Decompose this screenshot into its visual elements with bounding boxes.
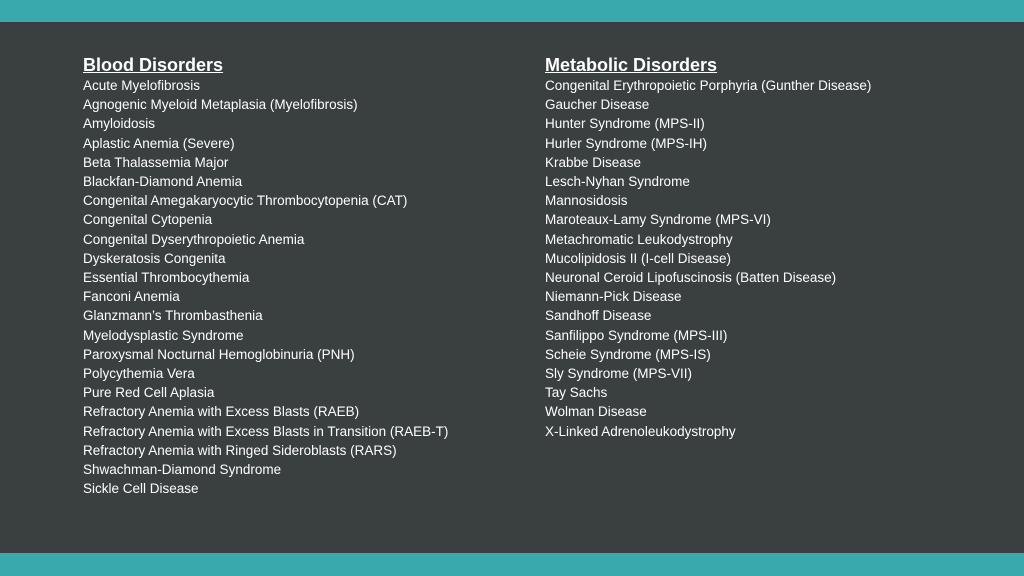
disorder-item: Mucolipidosis II (I-cell Disease)	[545, 250, 732, 266]
bottom-accent-bar	[0, 553, 1024, 576]
disorder-item: Sanfilippo Syndrome (MPS-III)	[545, 327, 728, 343]
disorder-item: X-Linked Adrenoleukodystrophy	[545, 423, 736, 439]
top-accent-bar	[0, 0, 1024, 22]
disorder-item: Maroteaux-Lamy Syndrome (MPS-VI)	[545, 212, 771, 228]
blood-disorders-heading: Blood Disorders	[83, 55, 224, 75]
disorder-item: Beta Thalassemia Major	[83, 154, 229, 170]
disorder-item: Neuronal Ceroid Lipofuscinosis (Batten Disease)	[545, 270, 837, 286]
disorder-item: Hunter Syndrome (MPS-II)	[545, 116, 705, 132]
disorder-item: Sly Syndrome (MPS-VII)	[545, 366, 693, 382]
disorder-item: Congenital Dyserythropoietic Anemia	[83, 231, 305, 247]
disorder-item: Dyskeratosis Congenita	[83, 250, 226, 266]
disorder-item: Myelodysplastic Syndrome	[83, 327, 244, 343]
disorder-item: Congenital Erythropoietic Porphyria (Gunther Disease)	[545, 78, 872, 93]
disorder-item: Essential Thrombocythemia	[83, 270, 250, 286]
metabolic-disorders-heading: Metabolic Disorders	[545, 55, 718, 75]
disorder-item: Sandhoff Disease	[545, 308, 652, 324]
disorder-item: Scheie Syndrome (MPS-IS)	[545, 346, 711, 362]
disorder-item: Refractory Anemia with Ringed Sideroblasts (RARS)	[83, 442, 397, 458]
disorder-item: Aplastic Anemia (Severe)	[83, 135, 235, 151]
disorder-item: Amyloidosis	[83, 116, 156, 132]
disorder-item: Niemann-Pick Disease	[545, 289, 682, 305]
disorder-item: Hurler Syndrome (MPS-IH)	[545, 135, 708, 151]
disorder-item: Blackfan-Diamond Anemia	[83, 174, 243, 190]
metabolic-disorders-column	[545, 54, 925, 441]
disorder-item: Krabbe Disease	[545, 154, 642, 170]
disorder-item: Glanzmann’s Thrombasthenia	[83, 308, 263, 324]
blood-disorders-column	[83, 54, 473, 498]
metabolic-disorders-list	[545, 76, 925, 441]
disorder-item: Shwachman-Diamond Syndrome	[83, 462, 282, 478]
disorder-item: Fanconi Anemia	[83, 289, 180, 305]
disorder-item: Gaucher Disease	[545, 97, 650, 113]
disorder-item: Lesch-Nyhan Syndrome	[545, 174, 690, 190]
disorder-item: Pure Red Cell Aplasia	[83, 385, 215, 401]
disorder-item: Acute Myelofibrosis	[83, 78, 201, 93]
disorder-item: Congenital Cytopenia	[83, 212, 213, 228]
disorder-item: Paroxysmal Nocturnal Hemoglobinuria (PNH)	[83, 346, 355, 362]
disorder-item: Polycythemia Vera	[83, 366, 195, 382]
disorder-item: Refractory Anemia with Excess Blasts (RAEB)	[83, 404, 360, 420]
disorder-item: Refractory Anemia with Excess Blasts in Transition (RAEB-T)	[83, 423, 449, 439]
disorder-item: Mannosidosis	[545, 193, 628, 209]
disorder-item: Wolman Disease	[545, 404, 647, 420]
disorder-item: Sickle Cell Disease	[83, 481, 199, 497]
disorder-item: Metachromatic Leukodystrophy	[545, 231, 733, 247]
disorder-item: Congenital Amegakaryocytic Thrombocytopenia (CAT)	[83, 193, 408, 209]
blood-disorders-list	[83, 76, 473, 498]
disorder-item: Tay Sachs	[545, 385, 608, 401]
disorder-item: Agnogenic Myeloid Metaplasia (Myelofibrosis)	[83, 97, 358, 113]
